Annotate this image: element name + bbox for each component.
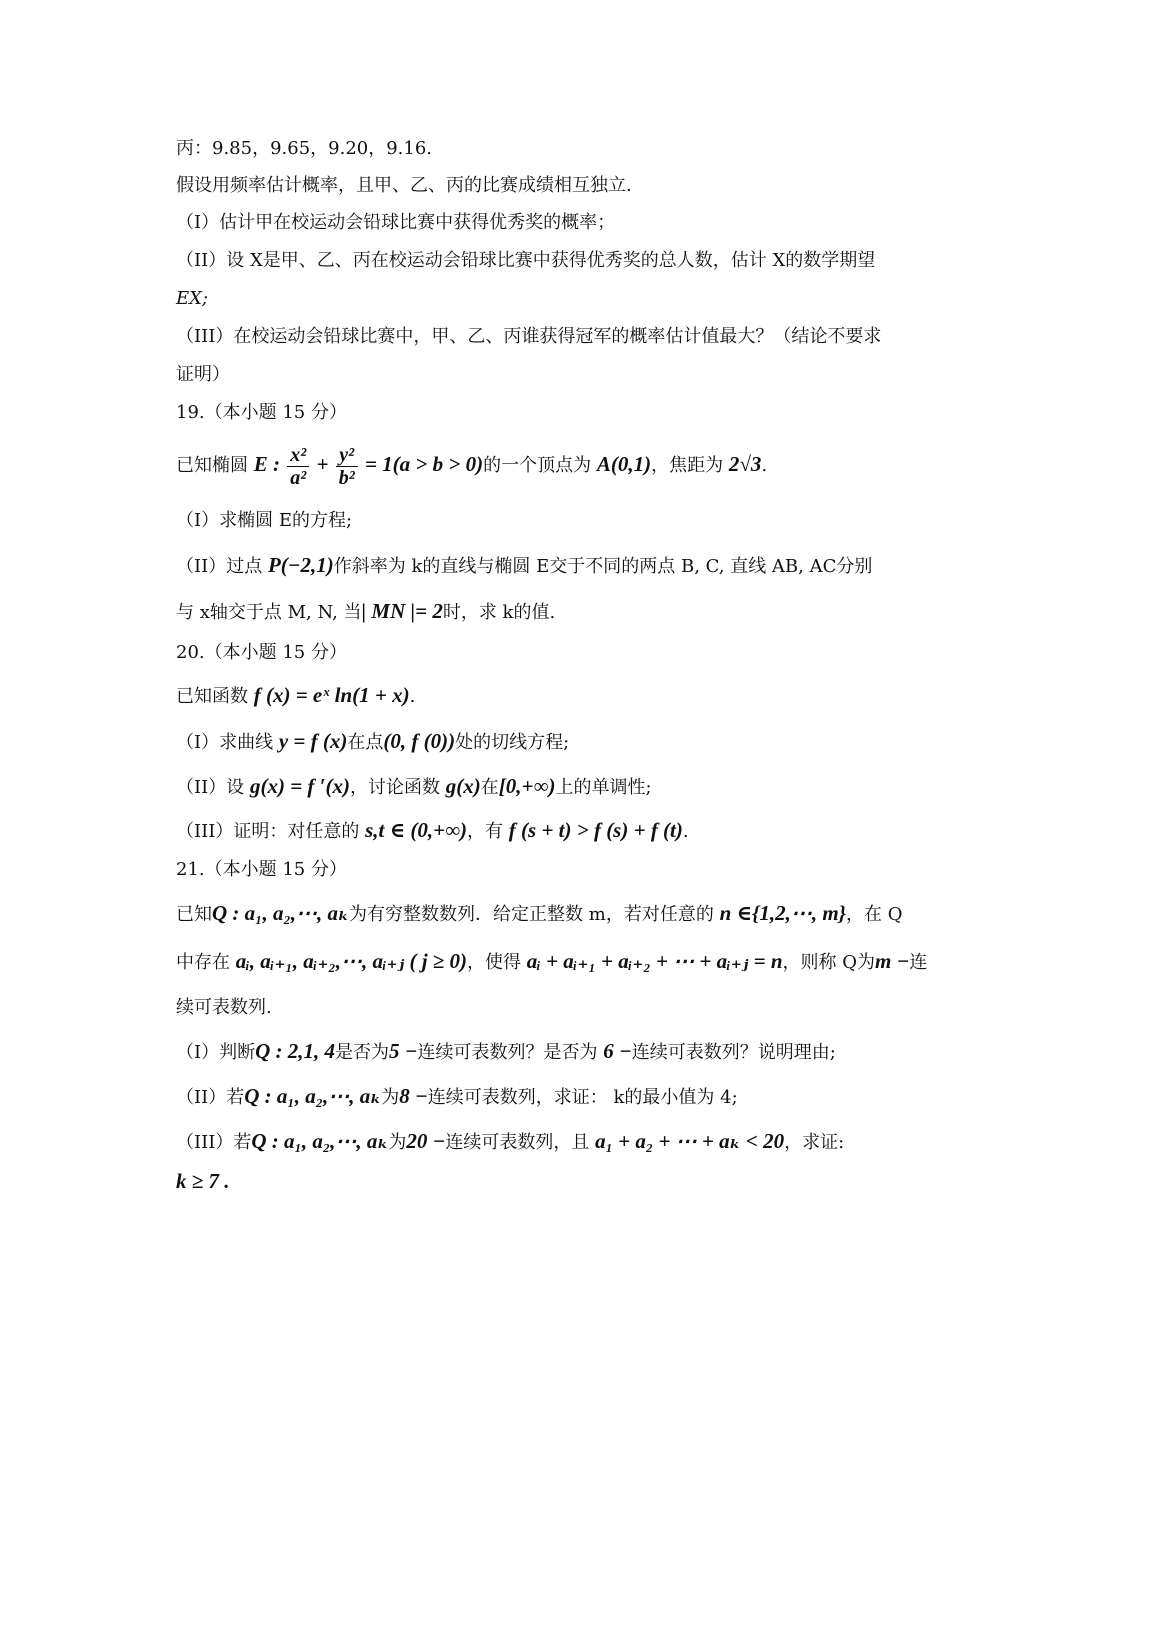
text-line xyxy=(176,1128,978,1156)
math: aᵢ, aᵢ₊₁, aᵢ₊₂,⋯, aᵢ₊ⱼ ( j ≥ 0) xyxy=(235,949,468,973)
section-heading xyxy=(176,640,978,666)
text-line xyxy=(176,1038,978,1066)
text-line xyxy=(176,1083,978,1111)
text: 的一个顶点为 xyxy=(483,455,597,476)
text-line xyxy=(176,136,978,162)
text: 在点 xyxy=(347,732,384,753)
fraction xyxy=(287,444,309,489)
math: f (x) = eˣ ln(1 + x) xyxy=(253,683,410,707)
text: 作斜率为 k的直线与椭圆 E交于不同的两点 B, C, 直线 AB, AC分别 xyxy=(333,556,873,577)
section-heading xyxy=(176,857,978,883)
text-line xyxy=(176,598,978,626)
text: 连续可表数列？说明理由; xyxy=(631,1042,836,1063)
text: （I）估计甲在校运动会铅球比赛中获得优秀奖的概率； xyxy=(176,212,616,233)
math: m − xyxy=(875,949,910,973)
math: g(x) xyxy=(445,774,481,798)
text: 连续可表数列，且 xyxy=(445,1132,596,1153)
denominator: b² xyxy=(338,466,355,489)
math: Q : 2,1, 4 xyxy=(255,1039,336,1063)
math: + xyxy=(311,452,334,476)
text: 19.（本小题 15 分） xyxy=(176,402,347,423)
text: 上的单调性; xyxy=(555,777,652,798)
text-line xyxy=(176,817,978,845)
math: 6 − xyxy=(603,1039,632,1063)
text: 已知椭圆 xyxy=(176,455,254,476)
text: （III）证明：对任意的 xyxy=(176,821,366,842)
math: | MN |= 2 xyxy=(361,599,443,623)
text: 为 xyxy=(381,1087,400,1108)
denominator: a² xyxy=(290,466,307,489)
text: （I）求曲线 xyxy=(176,732,279,753)
text: 假设用频率估计概率，且甲、乙、丙的比赛成绩相互独立. xyxy=(176,175,632,196)
text: 连续可表数列，求证： k的最小值为 4; xyxy=(427,1087,738,1108)
math: Q : a₁, a₂,⋯, aₖ xyxy=(251,1129,389,1153)
text-line xyxy=(176,773,978,801)
math: 20 − xyxy=(406,1129,446,1153)
text: EX; xyxy=(176,288,209,309)
text-line xyxy=(176,1168,978,1196)
text: ，有 xyxy=(467,821,509,842)
math: aᵢ + aᵢ₊₁ + aᵢ₊₂ + ⋯ + aᵢ₊ⱼ = n xyxy=(526,949,783,973)
text: 21.（本小题 15 分） xyxy=(176,859,347,880)
math: n ∈{1,2,⋯, m} xyxy=(719,901,846,925)
text-line xyxy=(176,438,978,490)
text-line xyxy=(176,508,978,534)
text: 20.（本小题 15 分） xyxy=(176,642,347,663)
section-heading xyxy=(176,400,978,426)
text: （II）设 X是甲、乙、丙在校运动会铅球比赛中获得优秀奖的总人数，估计 X的数学期望 xyxy=(176,250,876,271)
text: 连续可表数列？是否为 xyxy=(417,1042,604,1063)
text: 连 xyxy=(909,952,928,973)
math: Q : a₁, a₂,⋯, aₖ xyxy=(244,1084,382,1108)
text-line xyxy=(176,210,978,236)
math: = 1(a > b > 0) xyxy=(359,452,484,476)
text: 时，求 k的值. xyxy=(442,602,556,623)
math: f (s + t) > f (s) + f (t) xyxy=(508,818,683,842)
text: ，使得 xyxy=(467,952,527,973)
text: 在 xyxy=(480,777,499,798)
text-line xyxy=(176,682,978,710)
text: 证明） xyxy=(176,364,230,385)
text: （III）在校运动会铅球比赛中，甲、乙、丙谁获得冠军的概率估计值最大？（结论不要求 xyxy=(176,326,882,347)
text: 已知 xyxy=(176,904,212,925)
text: ，求证: xyxy=(784,1132,845,1153)
math: A(0,1) xyxy=(596,452,652,476)
text: . xyxy=(682,821,689,842)
text-line xyxy=(176,173,978,199)
text-line xyxy=(176,324,978,350)
text-line xyxy=(176,362,978,388)
text: ，讨论函数 xyxy=(350,777,446,798)
text-line xyxy=(176,900,978,928)
text: 已知函数 xyxy=(176,686,254,707)
text-line xyxy=(176,286,978,312)
text: （I）判断 xyxy=(176,1042,256,1063)
text: （II）若 xyxy=(176,1087,245,1108)
text: 续可表数列. xyxy=(176,997,272,1018)
math: a₁ + a₂ + ⋯ + aₖ < 20 xyxy=(595,1129,785,1153)
math: 8 − xyxy=(399,1084,428,1108)
text-line xyxy=(176,728,978,756)
text: ，焦距为 xyxy=(651,455,729,476)
text: （II）设 xyxy=(176,777,250,798)
text: 丙：9.85，9.65，9.20，9.16. xyxy=(176,138,433,159)
text: （I）求椭圆 E的方程; xyxy=(176,510,353,531)
math: g(x) = f ′(x) xyxy=(249,774,351,798)
text: （II）过点 xyxy=(176,556,268,577)
text-line xyxy=(176,552,978,580)
text: 是否为 xyxy=(335,1042,390,1063)
text: . xyxy=(409,686,416,707)
numerator: y² xyxy=(336,444,358,467)
text: 为 xyxy=(388,1132,407,1153)
math: [0,+∞) xyxy=(498,774,556,798)
text: （III）若 xyxy=(176,1132,252,1153)
text: 与 x轴交于点 M, N, 当 xyxy=(176,602,362,623)
text-line xyxy=(176,995,978,1021)
math: y = f (x) xyxy=(278,729,348,753)
text: 中存在 xyxy=(176,952,236,973)
math: E : xyxy=(253,452,286,476)
text: ，则称 Q为 xyxy=(782,952,875,973)
math: (0, f (0)) xyxy=(383,729,456,753)
math: 5 − xyxy=(389,1039,418,1063)
text: 处的切线方程; xyxy=(455,732,570,753)
math: Q : a₁, a₂,⋯, aₖ xyxy=(212,901,350,925)
text-line xyxy=(176,248,978,274)
math: s,t ∈ (0,+∞) xyxy=(365,818,468,842)
math: P(−2,1) xyxy=(267,553,334,577)
text-line xyxy=(176,948,978,976)
numerator: x² xyxy=(287,444,309,467)
text: 为有穷整数数列．给定正整数 m，若对任意的 xyxy=(349,904,720,925)
math: 2√3 xyxy=(728,452,762,476)
fraction xyxy=(336,444,358,489)
text: ，在 Q xyxy=(846,904,903,925)
text: . xyxy=(761,455,768,476)
math: k ≥ 7 . xyxy=(176,1169,230,1193)
